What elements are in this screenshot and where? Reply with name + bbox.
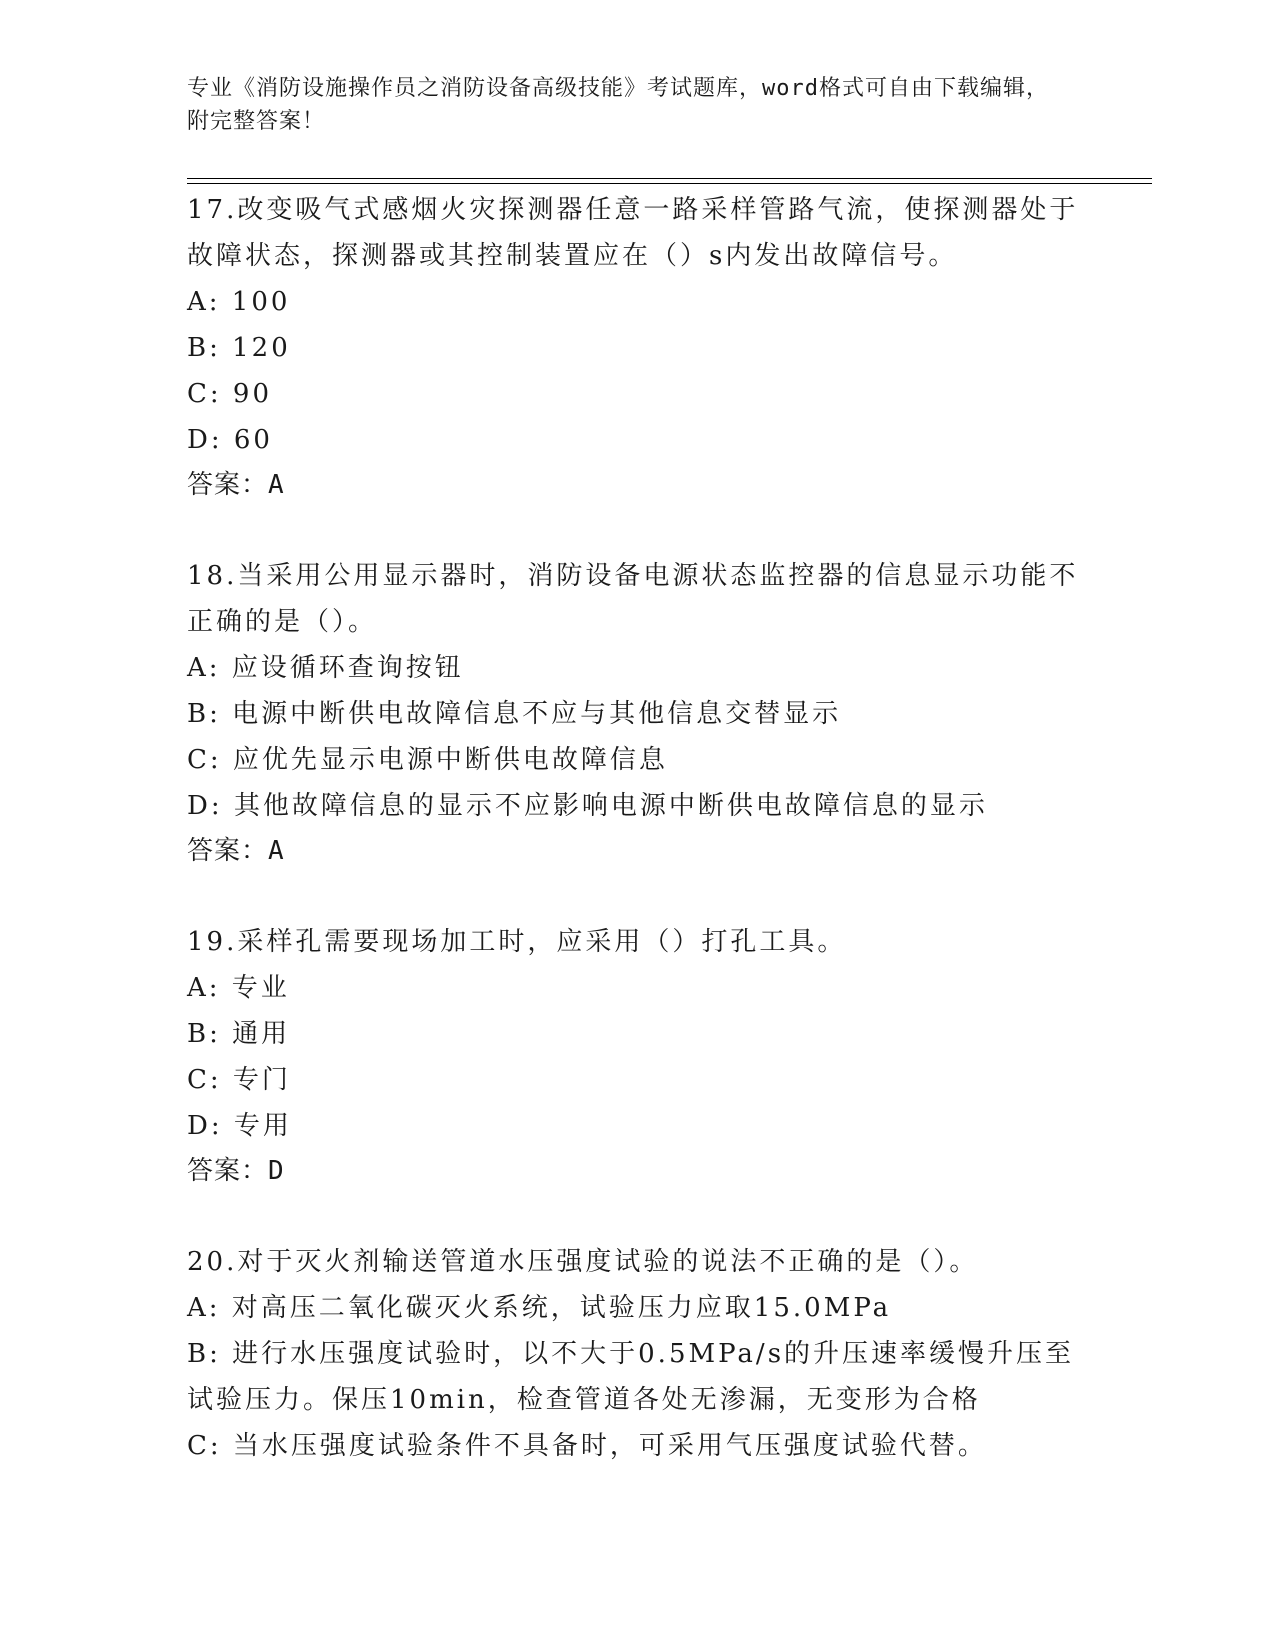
option-b: B: 通用	[187, 1019, 291, 1049]
option-a: A: 专业	[187, 973, 290, 1003]
question-17	[187, 187, 1087, 507]
answer-text: 答案：A	[187, 470, 285, 500]
option-a: A: 100	[187, 287, 291, 317]
header-divider-bottom	[187, 183, 1152, 184]
option-c: C: 当水压强度试验条件不具备时，可采用气压强度试验代替。	[187, 1431, 987, 1461]
question-stem: 17.改变吸气式感烟火灾探测器任意一路采样管路气流，使探测器处于故障状态，探测器或其控制装置应在（）s内发出故障信号。	[187, 195, 1079, 271]
question-list	[187, 187, 1087, 1469]
option-a: A: 应设循环查询按钮	[187, 653, 464, 683]
question-20	[187, 1239, 1087, 1469]
option-b: B: 进行水压强度试验时，以不大于0.5MPa/s的升压速率缓慢升压至试验压力。保压10min，检查管道各处无渗漏，无变形为合格	[187, 1339, 1075, 1415]
option-c: C: 90	[187, 379, 273, 409]
question-spacer	[187, 873, 1087, 919]
header-divider-top	[187, 178, 1152, 179]
question-stem: 19.采样孔需要现场加工时，应采用（）打孔工具。	[187, 927, 847, 957]
option-b: B: 120	[187, 333, 291, 363]
option-c: C: 专门	[187, 1065, 291, 1095]
question-18	[187, 553, 1087, 873]
answer-text: 答案：D	[187, 1156, 285, 1186]
option-d: D: 60	[187, 425, 273, 455]
option-b: B: 电源中断供电故障信息不应与其他信息交替显示	[187, 699, 842, 729]
document-header: 专业《消防设施操作员之消防设备高级技能》考试题库，word格式可自由下载编辑，附完整答案！	[187, 76, 1049, 134]
question-spacer	[187, 507, 1087, 553]
answer-text: 答案：A	[187, 836, 285, 866]
question-19	[187, 919, 1087, 1193]
option-c: C: 应优先显示电源中断供电故障信息	[187, 745, 668, 775]
option-d: D: 专用	[187, 1111, 292, 1141]
question-stem: 20.对于灭火剂输送管道水压强度试验的说法不正确的是（）。	[187, 1247, 979, 1277]
question-stem: 18.当采用公用显示器时，消防设备电源状态监控器的信息显示功能不正确的是（）。	[187, 561, 1079, 637]
option-d: D: 其他故障信息的显示不应影响电源中断供电故障信息的显示	[187, 791, 988, 821]
question-spacer	[187, 1193, 1087, 1239]
option-a: A: 对高压二氧化碳灭火系统，试验压力应取15.0MPa	[187, 1293, 892, 1323]
